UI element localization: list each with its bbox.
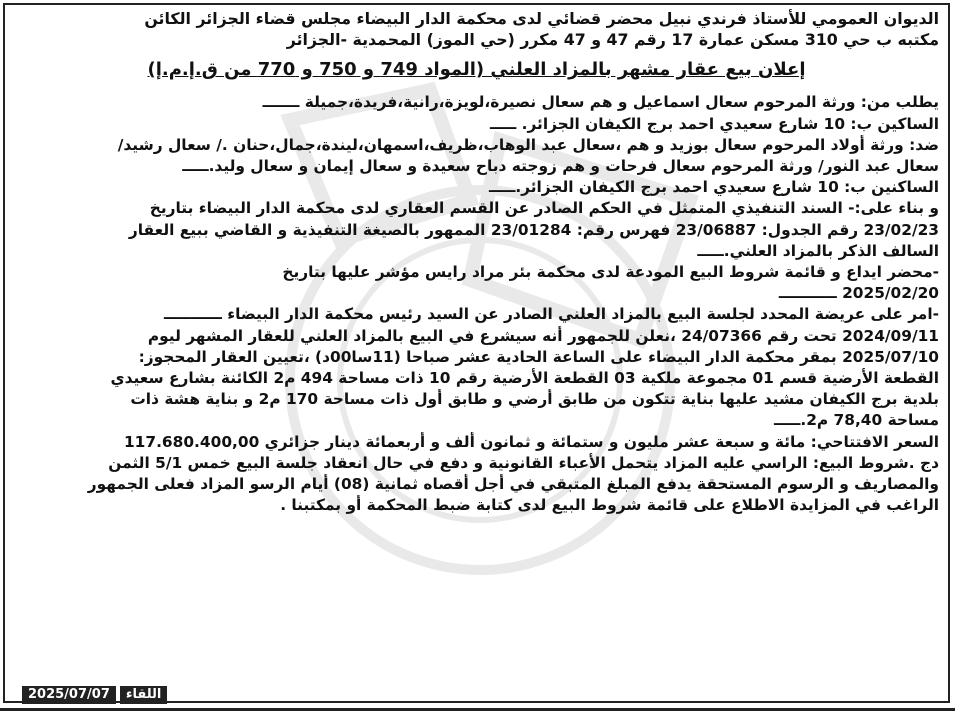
body-line: سعال عبد النور/ ورثة المرحوم سعال فرحات و هم زوجته دباح سعيدة و سعال إيمان و سعال وليد.ـــــ (182, 157, 939, 176)
body-line: يطلب من: ورثة المرحوم سعال اسماعيل و هم سعال نصيرة،لويزة،رانية،فريدة،جميلة ـــــــ (262, 93, 939, 112)
publication-footer (22, 686, 167, 704)
body-line: 2025/07/10 بمقر محكمة الدار البيضاء على الساعة الحادية عشر صباحا (11سا00د) ،تعيين العقار المحجوز: (138, 347, 939, 366)
legal-notice (14, 8, 939, 516)
body-line: -محضر ايداع و قائمة شروط البيع المودعة لدى محكمة بئر مراد رايس مؤشر عليها بتاريخ (282, 263, 939, 282)
body-line: بلدية برج الكيفان مشيد عليها بناية تتكون من طابق أرضي و طابق أول ذات مساحة 170 م2 و بناية هشة ذات (130, 390, 939, 409)
body-line: الراغب في المزايدة الاطلاع على قائمة شروط البيع لدى كتابة ضبط المحكمة أو بمكتبنا . (280, 496, 939, 515)
body-line: الساكين ب: 10 شارع سعيدي احمد برج الكيفان الجزائر. ـــــ (489, 114, 939, 133)
body-line: 2025/02/20 ـــــــــــ (778, 284, 939, 303)
notice-header (14, 8, 939, 50)
notice-title (14, 56, 939, 84)
body-line: 23/02/23 رقم الجدول: 23/06887 فهرس رقم: 23/01284 الممهور بالصيغة التنفيذية و القاضي ببيع العقار (128, 220, 939, 239)
body-line: والمصاريف و الرسوم المستحقة يدفع المبلغ المتبقي في أجل أقصاه ثمانية (08) أيام الرسو المزاد فعلى الجمهور (87, 475, 939, 494)
body-line: 2024/09/11 تحت رقم 24/07366 ،نعلن للجمهور أنه سيشرع في البيع بالمزاد العلني للعقار المشهر ليوم (147, 326, 939, 345)
notice-body (14, 92, 939, 516)
publication-name: اللقاء (120, 686, 168, 704)
body-line: السالف الذكر بالمزاد العلني.ـــــ (697, 241, 939, 260)
publication-date: 2025/07/07 (22, 686, 116, 704)
header-line: مكتبه ب حي 310 مسكن عمارة 17 رقم 47 و 47 مكرر (حي الموز) المحمدية -الجزائر (286, 30, 939, 50)
header-line: الديوان العمومي للأستاذ فرندي نبيل محضر قضائي لدى محكمة الدار البيضاء مجلس قضاء الجزائر الكائن (144, 9, 939, 28)
body-line: -امر على عريضة المحدد لجلسة البيع بالمزاد العلني الصادر عن السيد رئيس محكمة الدار البيضاء ـــــــــــ (164, 305, 939, 324)
body-line: و بناء على:- السند التنفيذي المتمثل في الحكم الصادر عن القسم العقاري لدى محكمة الدار البيضاء بتاريخ (149, 199, 939, 218)
body-line: مساحة 78,40 م2.ـــــ (774, 411, 939, 430)
body-line: ضد: ورثة أولاد المرحوم سعال بوزيد و هم ،سعال عبد الوهاب،ظريف،اسمهان،ليندة،جمال،حنان ./ سعال رشيد/ (117, 135, 939, 154)
notice-title-text: إعلان بيع عقار مشهر بالمزاد العلني (المواد 749 و 750 و 770 من ق.إ.م.إ) (147, 59, 806, 81)
bottom-divider (0, 708, 955, 711)
body-line: القطعة الأرضية قسم 01 مجموعة ملكية 03 القطعة الأرضية رقم 10 ذات مساحة 494 م2 الكائنة بشارع سعيدي (110, 369, 939, 388)
body-line: دج .شروط البيع: الراسي عليه المزاد يتحمل الأعباء القانونية و دفع في حال انعقاد جلسة البيع خمس 5/1 الثمن (108, 453, 939, 472)
body-line: الساكنين ب: 10 شارع سعيدي احمد برج الكيفان الجزائر.ـــــ (489, 178, 939, 197)
body-line: السعر الافتتاحي: مائة و سبعة عشر مليون و ستمائة و ثمانون ألف و أربعمائة دينار جزائري 117.680.400,00 (123, 432, 939, 451)
